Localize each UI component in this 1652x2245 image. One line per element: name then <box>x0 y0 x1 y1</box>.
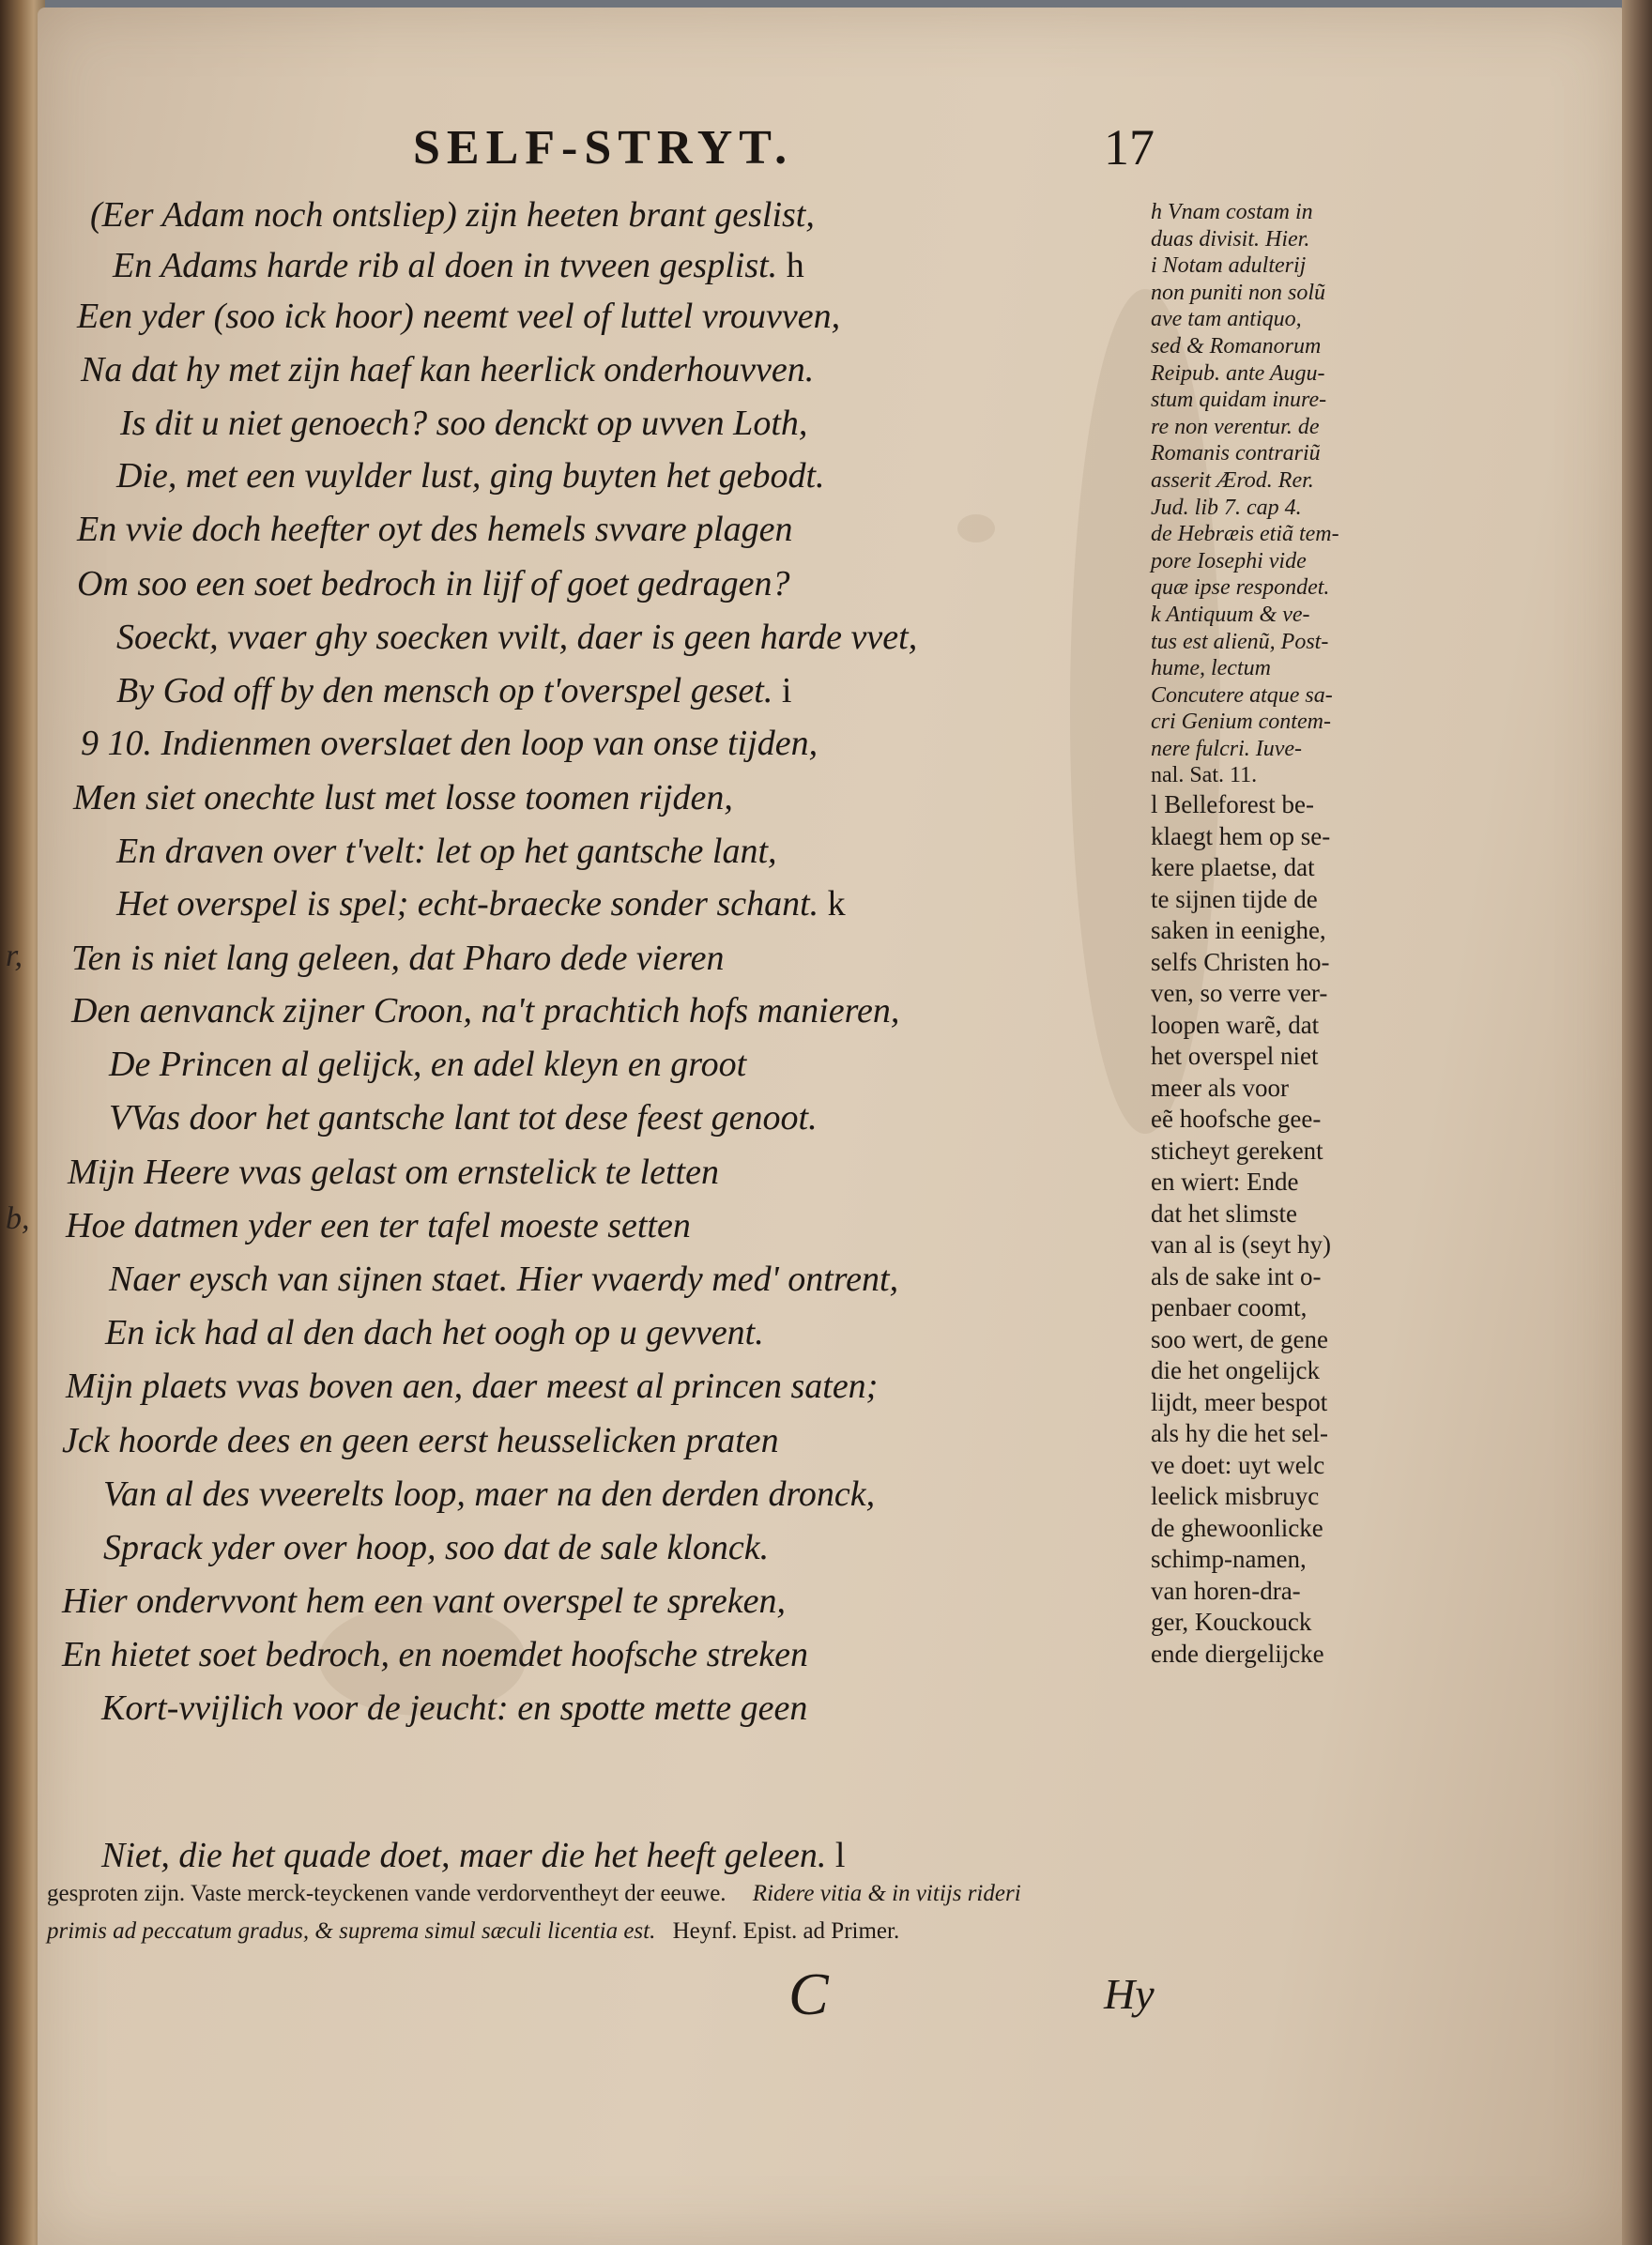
margin-note-line: Jud. lib 7. cap 4. <box>1151 495 1302 520</box>
margin-note-line: nal. Sat. 11. <box>1151 763 1258 788</box>
margin-note-line: nere fulcri. Iuve- <box>1151 736 1303 761</box>
margin-note-line: quæ ipse respondet. <box>1151 575 1330 601</box>
margin-note-line: selfs Christen ho- <box>1151 947 1330 976</box>
verse-line <box>77 298 840 334</box>
verse-line <box>116 619 917 655</box>
note-marker: k <box>827 884 846 924</box>
margin-note-line: die het ongelijck <box>1151 1356 1320 1385</box>
margin-note-line: duas divisit. Hier. <box>1151 226 1310 252</box>
verse-text: De Princen al gelijck, en adel kleyn en groot <box>109 1045 747 1084</box>
verse-text: Naer eysch van sijnen staet. Hier vvaerdy med' ontrent, <box>109 1260 899 1299</box>
verse-line <box>109 1046 746 1082</box>
verse-text: Een yder (soo ick hoor) neemt veel of luttel vrouvven, <box>77 297 841 336</box>
margin-note-line: saken in eenighe, <box>1151 916 1326 945</box>
margin-notes <box>1151 199 1423 1670</box>
margin-note-line: cri Genium contem- <box>1151 710 1331 735</box>
verse-text: Den aenvanck zijner Croon, na't prachtich hofs manieren, <box>71 991 900 1031</box>
margin-note-line: l Belleforest be- <box>1151 790 1314 819</box>
foxing-spot <box>957 514 995 542</box>
verse-line <box>105 1315 764 1351</box>
verse-text: Na dat hy met zijn haef kan heerlick onderhouvven. <box>81 350 815 389</box>
margin-note-line: asserit Ærod. Rer. <box>1151 467 1314 493</box>
verse-text: En ick had al den dach het oogh op u gevvent. <box>105 1313 764 1352</box>
footnote-line <box>47 1881 1021 1907</box>
signature-mark: C <box>788 1961 829 2027</box>
verse-text: En hietet soet bedroch, en noemdet hoofsche streken <box>62 1635 808 1674</box>
verse-line <box>71 940 724 976</box>
verse-text: Niet, die het quade doet, maer die het heeft geleen. <box>101 1836 827 1875</box>
verse-line <box>81 725 818 761</box>
footnote-reference: Heynf. Epist. ad Primer. <box>672 1918 900 1944</box>
verse-text: Is dit u niet genoech? soo denckt op uvven Loth, <box>120 404 808 443</box>
margin-note-line: als de sake int o- <box>1151 1261 1322 1290</box>
verse-text: Kort-vvijlich voor de jeucht: en spotte mette geen <box>101 1688 808 1728</box>
margin-note-line: ende diergelijcke <box>1151 1639 1324 1668</box>
catchword: Hy <box>1104 1970 1155 2018</box>
left-page-fragment: b, <box>6 1201 30 1236</box>
verse-text: Mijn Heere vvas gelast om ernstelick te letten <box>68 1153 719 1192</box>
verse-line <box>116 886 846 922</box>
footnote-latin: Ridere vitia & in vitijs rideri <box>752 1881 1021 1906</box>
verse-line <box>62 1423 779 1458</box>
margin-note-line: van al is (seyt hy) <box>1151 1230 1331 1260</box>
margin-note-line: dat het slimste <box>1151 1199 1297 1228</box>
verse-text: Van al des vveerelts loop, maer na den derden dronck, <box>103 1474 876 1514</box>
margin-note-line: soo wert, de gene <box>1151 1324 1328 1353</box>
footnote-latin: primis ad peccatum gradus, & suprema simul sæculi licentia est. <box>47 1918 656 1944</box>
margin-note-line: sed & Romanorum <box>1151 333 1322 359</box>
verse-text: Soeckt, vvaer ghy soecken vvilt, daer is geen harde vvet, <box>116 618 918 657</box>
verse-line <box>62 1583 786 1619</box>
verse-line <box>77 512 793 547</box>
verse-text: En vvie doch heefter oyt des hemels svvare plagen <box>77 510 793 549</box>
page-number: 17 <box>1104 119 1155 176</box>
margin-note-line: als hy die het sel- <box>1151 1419 1328 1448</box>
margin-note-line: ve doet: uyt welc <box>1151 1450 1325 1479</box>
margin-note-line: klaegt hem op se- <box>1151 821 1331 850</box>
margin-note-line: lijdt, meer bespot <box>1151 1387 1328 1416</box>
footnote-line <box>47 1918 899 1945</box>
running-head: SELF-STRYT. <box>413 121 794 175</box>
margin-note-line: re non verentur. de <box>1151 414 1320 439</box>
margin-note-line: eẽ hoofsche gee- <box>1151 1105 1322 1134</box>
verse-line <box>103 1530 769 1565</box>
verse-text: En draven over t'velt: let op het gantsche lant, <box>116 832 777 871</box>
verse-line <box>101 1838 845 1873</box>
verse-text: 9 10. Indienmen overslaet den loop van onse tijden, <box>81 724 818 763</box>
margin-note-line: hume, lectum <box>1151 656 1271 681</box>
margin-note-line: i Notam adulterij <box>1151 253 1307 279</box>
verse-line <box>101 1690 807 1726</box>
verse-text: Mijn plaets vvas boven aen, daer meest al princen saten; <box>66 1367 879 1406</box>
verse-text: En Adams harde rib al doen in tvveen gesplist. <box>113 246 778 285</box>
verse-line <box>116 673 791 709</box>
margin-note-line: non puniti non solũ <box>1151 280 1326 305</box>
verse-line <box>66 1208 691 1244</box>
verse-line <box>103 1476 875 1512</box>
verse-line <box>120 405 807 441</box>
margin-note-line: ven, so verre ver- <box>1151 979 1328 1008</box>
margin-note-line: schimp-namen, <box>1151 1545 1307 1574</box>
left-page-fragment: r, <box>6 939 23 973</box>
verse-line <box>68 1154 719 1190</box>
margin-note-line: stum quidam inure- <box>1151 388 1327 413</box>
margin-note-line: meer als voor <box>1151 1073 1289 1102</box>
margin-note-line: het overspel niet <box>1151 1042 1319 1071</box>
margin-note-line: h Vnam costam in <box>1151 200 1313 224</box>
verse-text: Men siet onechte lust met losse toomen rijden, <box>73 778 733 817</box>
margin-note-line: ave tam antiquo, <box>1151 307 1302 332</box>
verse-line <box>81 352 814 388</box>
verse-text: By God off by den mensch op t'overspel geset. <box>116 671 773 710</box>
margin-note-line: de ghewoonlicke <box>1151 1513 1323 1542</box>
verse-line <box>73 780 733 816</box>
verse-line <box>116 833 777 869</box>
margin-note-line: te sijnen tijde de <box>1151 884 1318 913</box>
verse-text: Jck hoorde dees en geen eerst heusselicken praten <box>62 1421 779 1460</box>
margin-note-line: kere plaetse, dat <box>1151 853 1315 882</box>
verse-text: Hier ondervvont hem een vant overspel te spreken, <box>62 1581 786 1621</box>
margin-note-line: Reipub. ante Augu- <box>1151 360 1325 386</box>
verse-line <box>71 993 899 1029</box>
verse-line <box>66 1368 878 1404</box>
verse-line <box>113 248 804 283</box>
margin-note-line: k Antiquum & ve- <box>1151 602 1310 627</box>
margin-note-line: de Hebræis etiã tem- <box>1151 522 1339 547</box>
verse-text: VVas door het gantsche lant tot dese feest genoot. <box>109 1098 818 1138</box>
verse-text: Sprack yder over hoop, soo dat de sale klonck. <box>103 1528 770 1567</box>
margin-note-line: pore Iosephi vide <box>1151 548 1307 573</box>
footnote-text: gesproten zijn. Vaste merck-teyckenen vande verdorventheyt der eeuwe. <box>47 1881 727 1906</box>
margin-note-line: Concutere atque sa- <box>1151 682 1333 708</box>
margin-note-line: ger, Kouckouck <box>1151 1608 1312 1637</box>
margin-note-line: loopen warẽ, dat <box>1151 1010 1320 1039</box>
verse-line <box>116 458 825 494</box>
verse-line <box>109 1100 818 1136</box>
verse-text: (Eer Adam noch ontsliep) zijn heeten brant geslist, <box>90 195 815 235</box>
verse-line <box>109 1261 898 1297</box>
verse-line <box>77 566 790 602</box>
note-marker: i <box>781 671 792 710</box>
verse-line <box>90 197 815 233</box>
verse-text: Ten is niet lang geleen, dat Pharo dede vieren <box>71 939 725 978</box>
verse-text: Hoe datmen yder een ter tafel moeste setten <box>66 1206 691 1245</box>
margin-note-line: sticheyt gerekent <box>1151 1136 1323 1165</box>
note-marker: h <box>786 246 804 285</box>
margin-note-line: van horen-dra- <box>1151 1576 1301 1605</box>
verse-text: Het overspel is spel; echt-braecke sonder schant. <box>116 884 819 924</box>
verse-text: Die, met een vuylder lust, ging buyten het gebodt. <box>116 456 825 496</box>
verse-text: Om soo een soet bedroch in lijf of goet gedragen? <box>77 564 790 603</box>
margin-note-line: en wiert: Ende <box>1151 1168 1299 1197</box>
margin-note-line: tus est alienũ, Post- <box>1151 629 1329 654</box>
margin-note-line: penbaer coomt, <box>1151 1293 1308 1322</box>
margin-note-line: Romanis contrariũ <box>1151 441 1321 466</box>
page-right-edge <box>1622 0 1652 2245</box>
verse-line <box>62 1637 808 1672</box>
margin-note-line: leelick misbruyc <box>1151 1482 1320 1511</box>
note-marker: l <box>834 1836 846 1875</box>
